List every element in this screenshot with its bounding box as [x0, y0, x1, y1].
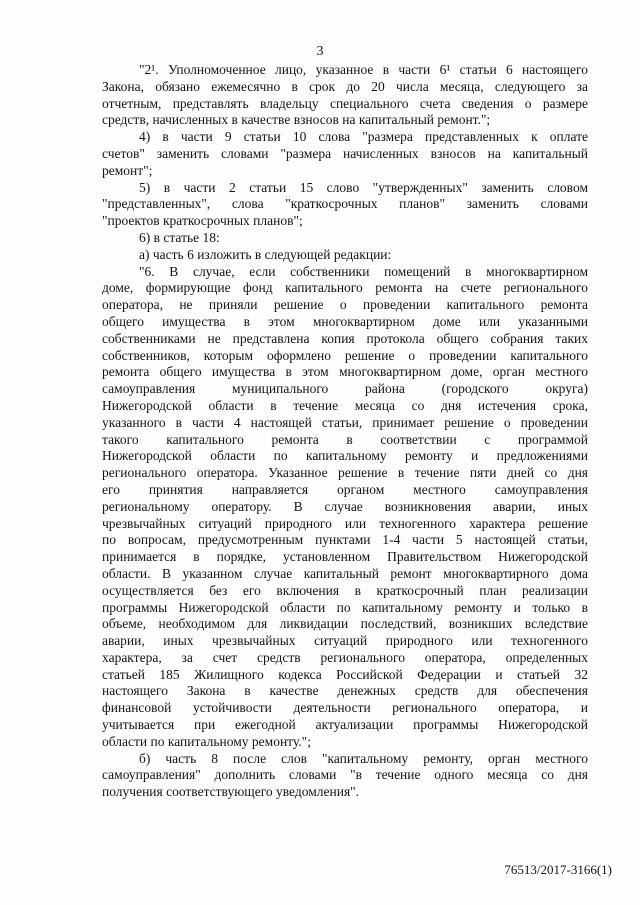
- text-line: Закона, обязано ежемесячно в срок до 20 числа месяца, следующего за: [102, 78, 588, 94]
- text-line: "2¹. Уполномоченное лицо, указанное в части 6¹ статьи 6 настоящего: [139, 62, 588, 77]
- text-line: такого капитального ремонта в соответствии с программой: [102, 431, 588, 447]
- text-line: настоящего Закона в качестве денежных средств для обеспечения: [102, 683, 588, 699]
- text-line: "проектов краткосрочных планов";: [102, 213, 303, 229]
- text-line: характера, за счет средств регионального оператора, определенных: [102, 649, 588, 665]
- text-line: оператора, не приняли решение о проведении капитального ремонта: [102, 297, 588, 313]
- text-line: аварии, иных чрезвычайных ситуаций природного или техногенного: [102, 633, 588, 649]
- text-line: самоуправления" дополнить словами "в течение одного месяца со дня: [102, 767, 588, 783]
- text-line: Нижегородской области по капитальному ремонту и предложениями: [102, 448, 588, 464]
- text-line: объеме, необходимом для ликвидации последствий, возникших вследствие: [102, 616, 588, 632]
- text-line: собственниками не представлена копия протокола общего собрания таких: [102, 330, 588, 346]
- text-line: учитывается при ежегодной актуализации программы Нижегородской: [102, 717, 588, 733]
- text-line: области по капитальному ремонту.";: [102, 733, 311, 749]
- text-line: области. В указанном случае капитальный ремонт многоквартирного дома: [102, 565, 588, 581]
- text-line: ремонт";: [102, 162, 153, 178]
- text-line: получения соответствующего уведомления".: [102, 784, 360, 800]
- document-body: [102, 62, 588, 801]
- text-line: региональному оператору. В случае возникновения аварии, иных: [102, 498, 588, 514]
- document-registration-code: 76513/2017-3166(1): [504, 862, 612, 877]
- text-line: его принятия направляется органом местного самоуправления: [102, 481, 588, 497]
- paragraph-item-6a: [102, 247, 588, 264]
- text-line: осуществляется без его включения в краткосрочный план реализации: [102, 582, 588, 598]
- text-line: ремонта общего имущества в этом многоквартирном доме, орган местного: [102, 364, 588, 380]
- text-line: самоуправления муниципального района (городского округа): [102, 381, 588, 397]
- paragraph-part-6-text: [102, 264, 588, 751]
- text-line: отчетным, представлять владельцу специального счета сведения о размере: [102, 95, 588, 111]
- text-line: собственников, которым оформлено решение о проведении капитального: [102, 347, 588, 363]
- text-line: 5) в части 2 статьи 15 слово "утвержденных" заменить словом: [139, 179, 588, 195]
- text-line: указанного в части 4 настоящей статьи, принимает решение о проведении: [102, 414, 588, 430]
- text-line: средств, начисленных в качестве взносов на капитальный ремонт.";: [102, 112, 491, 128]
- text-line: финансовой устойчивости деятельности регионального оператора, и: [102, 700, 588, 716]
- paragraph-clause-2-1: [102, 62, 588, 129]
- text-line: 6) в статье 18:: [139, 229, 220, 245]
- paragraph-item-5: [102, 180, 588, 230]
- text-line: 4) в части 9 статьи 10 слова "размера представленных к оплате: [139, 129, 588, 145]
- text-line: по вопросам, предусмотренным пунктами 1-4 части 5 настоящей статьи,: [102, 532, 588, 548]
- text-line: регионального оператора. Указанное решение в течение пяти дней со дня: [102, 465, 588, 481]
- text-line: общего имущества в этом многоквартирном доме или указанными: [102, 313, 588, 329]
- paragraph-item-6: [102, 230, 588, 247]
- text-line: Нижегородской области в течение месяца со дня истечения срока,: [102, 397, 588, 413]
- paragraph-item-4: [102, 129, 588, 179]
- text-line: а) часть 6 изложить в следующей редакции:: [139, 246, 392, 262]
- text-line: чрезвычайных ситуаций природного или техногенного характера решение: [102, 515, 588, 531]
- text-line: "представленных", слова "краткосрочных планов" заменить словами: [102, 196, 588, 212]
- page-number: 3: [316, 44, 324, 59]
- paragraph-item-6b: [102, 751, 588, 801]
- text-line: принимается в порядке, установленном Правительством Нижегородской: [102, 549, 588, 565]
- text-line: программы Нижегородской области по капитальному ремонту и только в: [102, 599, 588, 615]
- text-line: доме, формирующие фонд капитального ремонта на счете регионального: [102, 280, 588, 296]
- text-line: "6. В случае, если собственники помещений в многоквартирном: [139, 263, 588, 279]
- text-line: счетов" заменить словами "размера начисленных взносов на капитальный: [102, 145, 588, 161]
- text-line: б) часть 8 после слов "капитальному ремонту, орган местного: [139, 750, 588, 766]
- text-line: статьей 185 Жилищного кодекса Российской Федерации и статьей 32: [102, 666, 588, 682]
